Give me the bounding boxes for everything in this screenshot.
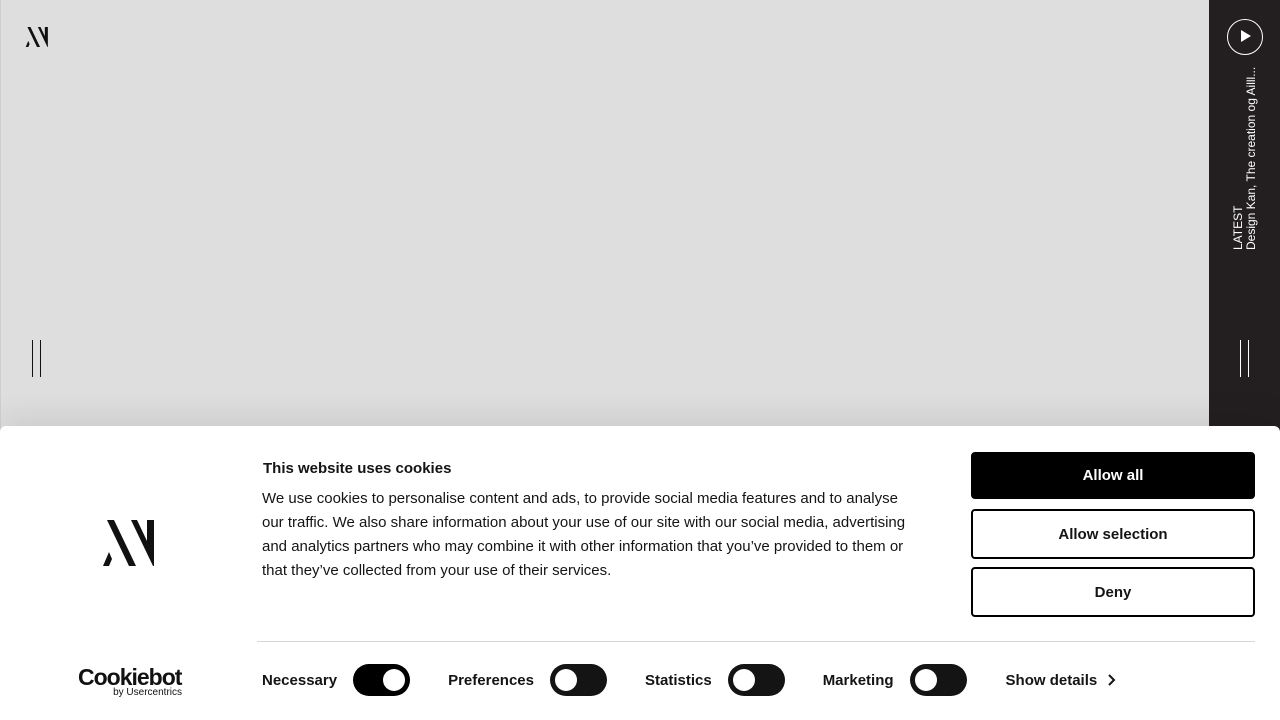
cookie-banner [0, 426, 1280, 720]
banner-text: We use cookies to personalise content and ads, to provide social media features and to analyse our traffic. We also share information about your use of our site with our social media, advertising and analytics partners who may combine it with other information that you’ve provided to them or that they’ve collected from your use of their services. [262, 490, 906, 579]
latest-title: Design Kan, The creation og Ailll... [1244, 66, 1258, 250]
preferences-label: Preferences [448, 671, 534, 689]
show-details-link[interactable] [1006, 672, 1120, 689]
latest-heading: LATEST [1231, 205, 1245, 250]
latest-label[interactable] [1232, 50, 1258, 250]
preferences-toggle[interactable] [550, 664, 607, 696]
marketing-toggle[interactable] [910, 664, 967, 696]
marketing-label: Marketing [822, 671, 894, 689]
consent-toggles [262, 663, 1119, 697]
cookiebot-logo[interactable] [78, 666, 182, 698]
necessary-toggle[interactable] [353, 664, 410, 696]
allow-all-button[interactable]: Allow all [971, 452, 1255, 499]
next-slide-handle[interactable] [1240, 340, 1249, 377]
allow-selection-button[interactable]: Allow selection [971, 509, 1255, 559]
cookiebot-name: Cookiebot [78, 664, 182, 690]
prev-slide-handle[interactable] [32, 340, 41, 377]
statistics-toggle[interactable] [728, 664, 785, 696]
cookiebot-sub: by Usercentrics [113, 687, 182, 698]
banner-title: This website uses cookies [263, 460, 452, 477]
brand-logo[interactable] [25, 27, 49, 47]
necessary-label: Necessary [262, 671, 338, 689]
show-details-label: Show details [1005, 671, 1098, 689]
chevron-right-icon [1103, 672, 1119, 688]
brand-logo [103, 520, 155, 566]
statistics-label: Statistics [644, 671, 712, 689]
divider [257, 641, 1255, 642]
deny-button[interactable]: Deny [971, 567, 1255, 617]
